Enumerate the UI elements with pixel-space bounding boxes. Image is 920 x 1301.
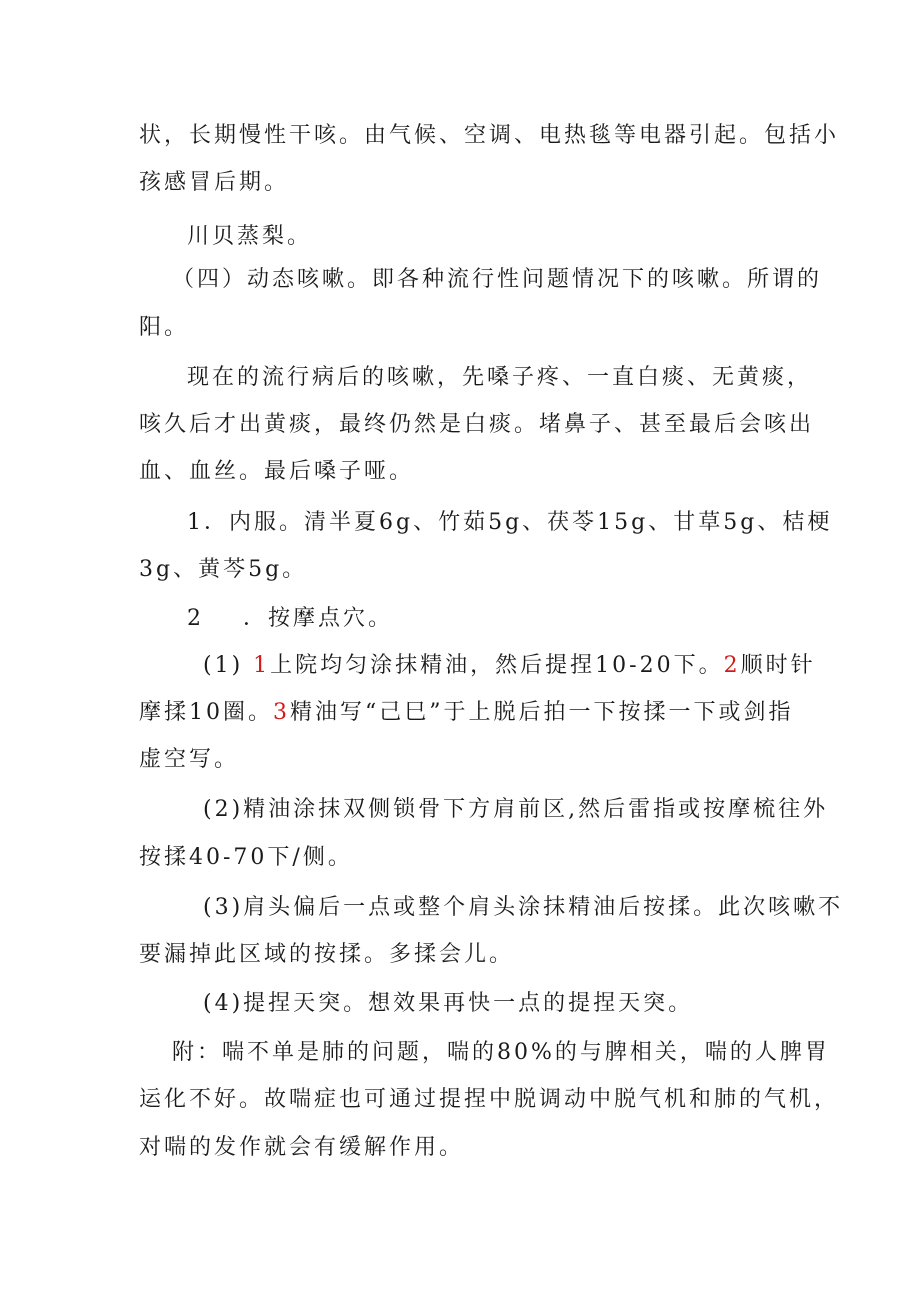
step-text: 上院均匀涂抹精油，然后提捏10-20下。 — [270, 653, 724, 678]
paragraph-line: 阳。 — [139, 315, 190, 340]
paragraph-line: (4)提捏天突。想效果再快一点的提捏天突。 — [203, 991, 694, 1016]
step-text: 顺时针 — [740, 653, 816, 678]
paragraph-line — [203, 651, 816, 681]
step-number-red: 3 — [273, 700, 290, 725]
paragraph-line: 要漏掉此区域的按揉。多揉会儿。 — [139, 942, 515, 967]
step-number-red: 1 — [253, 653, 271, 678]
list-number: 2 — [187, 606, 204, 631]
paragraph-line: 孩感冒后期。 — [139, 170, 290, 195]
paragraph-line: 按揉40-70下/侧。 — [139, 845, 353, 870]
paragraph-line: 附：喘不单是肺的问题，喘的80%的与脾相关，喘的人脾胃 — [172, 1040, 830, 1065]
paragraph-line: （四）动态咳嗽。即各种流行性问题情况下的咳嗽。所谓的 — [172, 267, 823, 292]
step-text: 摩揉10圈。 — [139, 700, 273, 725]
step-prefix: (1) — [203, 653, 244, 678]
paragraph-line: (3)肩头偏后一点或整个肩头涂抹精油后按揉。此次咳嗽不 — [203, 895, 844, 920]
step-text: 精油写“己巳”于上脱后拍一下按揉一下或剑指 — [290, 700, 794, 725]
paragraph-line: 状，长期慢性干咳。由气候、空调、电热毯等电器引起。包括小 — [139, 123, 840, 148]
paragraph-line: 咳久后才出黄痰，最终仍然是白痰。堵鼻子、甚至最后会咳出 — [139, 412, 815, 437]
paragraph-line: 虚空写。 — [139, 747, 240, 772]
paragraph-line — [139, 698, 794, 728]
paragraph-line: 3g、黄芩5g。 — [139, 557, 308, 582]
paragraph-line: 运化不好。故喘症也可通过提捏中脱调动中脱气机和肺的气机， — [139, 1087, 840, 1112]
paragraph-line: 对喘的发作就会有缓解作用。 — [139, 1135, 465, 1160]
paragraph-line: 1．内服。清半夏6g、竹茹5g、茯苓15g、甘草5g、桔梗 — [187, 510, 833, 535]
paragraph-line: 血、血丝。最后嗓子哑。 — [139, 459, 415, 484]
step-number-red: 2 — [723, 653, 741, 678]
paragraph-line: (2)精油涂抹双侧锁骨下方肩前区,然后雷指或按摩梳往外 — [203, 797, 829, 822]
paragraph-line: 现在的流行病后的咳嗽，先嗓子疼、一直白痰、无黄痰， — [187, 365, 813, 390]
paragraph-line: 川贝蒸梨。 — [187, 224, 313, 249]
paragraph-line: ．按摩点穴。 — [243, 606, 394, 631]
